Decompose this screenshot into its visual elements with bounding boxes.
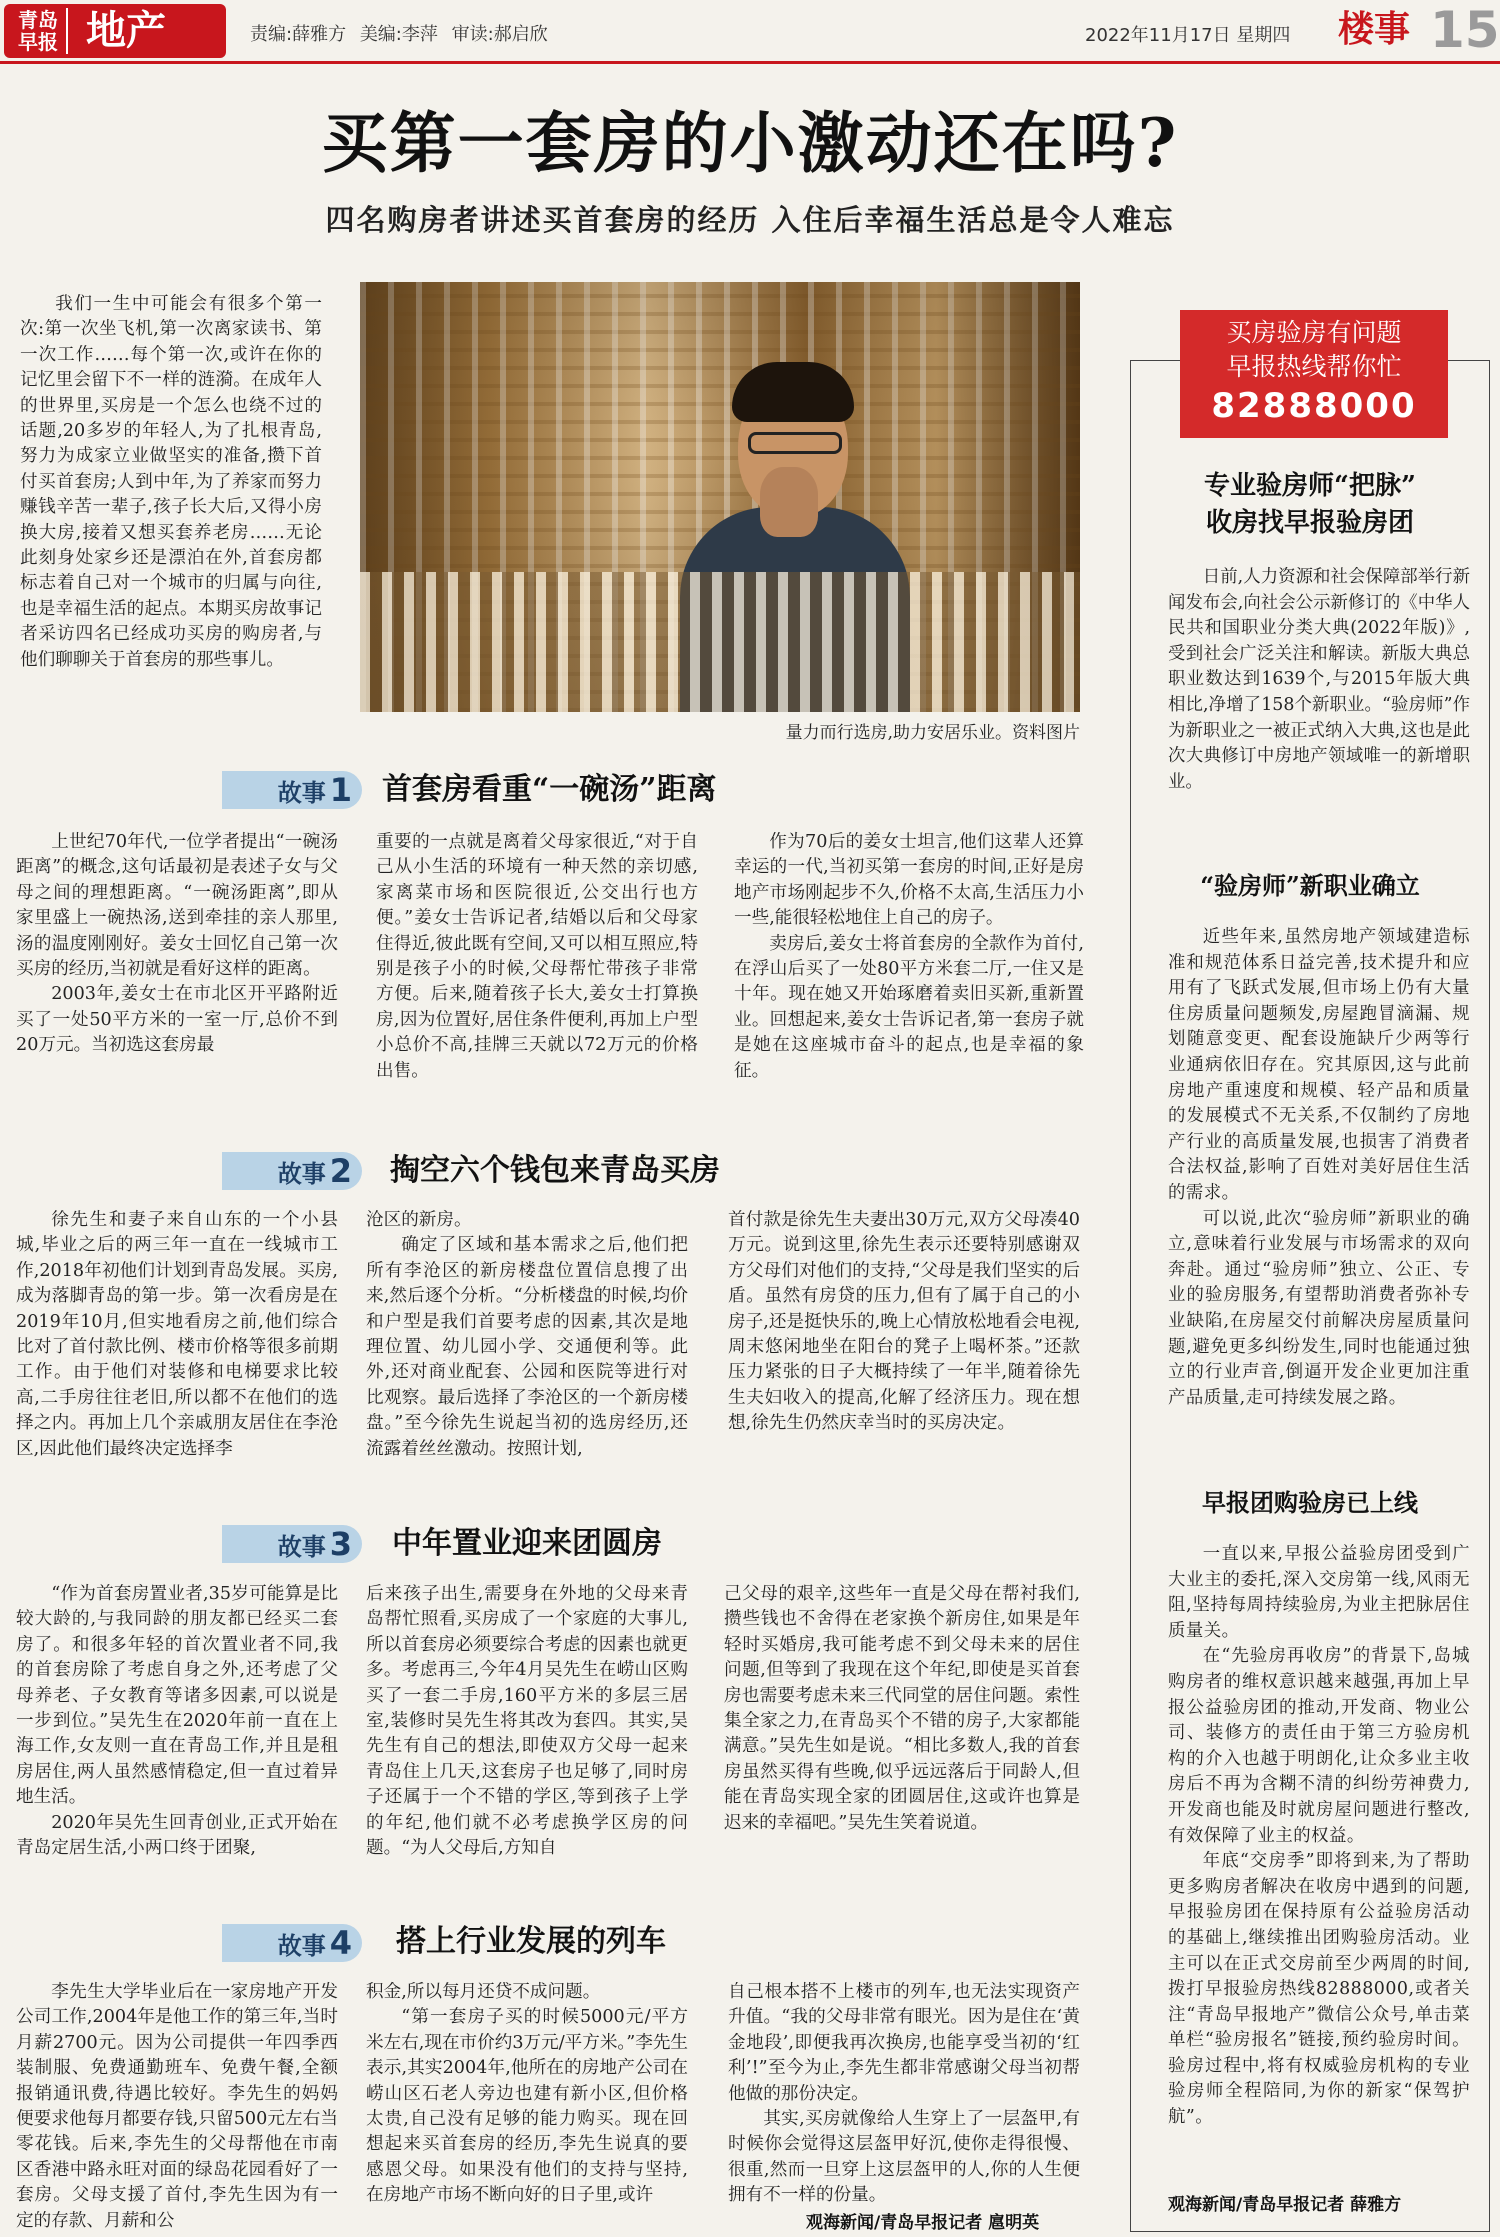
story-4-col-1 xyxy=(16,1980,338,2234)
newspaper-logo xyxy=(4,4,226,58)
sidebar-title-2: 收房找早报验房团 xyxy=(1205,508,1414,538)
story-label: 故事 xyxy=(277,1160,326,1188)
hotline-line-1: 买房验房有问题 xyxy=(1226,318,1402,347)
story-number: 4 xyxy=(329,1924,352,1962)
story-label: 故事 xyxy=(277,779,326,807)
paragraph: 2003年,姜女士在市北区开平路附近买了一处50平方米的一室一厅,总价不到20万元。当初选这套房最 xyxy=(16,984,338,1056)
paragraph: 年底“交房季”即将到来,为了帮助更多购房者解决在收房中遇到的问题,早报验房团在保持原有公益验房活动的基础上,继续推出团购验房活动。业主可以在正式交房前至少两周的时间,拨打早报验房热线82888000,或者关注“青岛早报地产”微信公众号,单击菜单栏“验房报名”链接,预约验房时间。验房过程中,将有权威验房机构的专业验房师全程陪同,为你的新家“保驾护航”。 xyxy=(1168,1851,1470,2128)
paragraph: 李先生大学毕业后在一家房地产开发公司工作,2004年是他工作的第三年,当时月薪2700元。因为公司提供一年四季西装制服、免费通勤班车、免费午餐,全额报销通讯费,待遇比较好。李先生的妈妈便要求他每月都要存钱,只留500元左右当零花钱。后来,李先生的父母帮他在市南区香港中路永旺对面的绿岛花园看好了一套房。父母支援了首付,李先生因为有一定的存款、月薪和公 xyxy=(16,1982,338,2231)
paragraph: 后来孩子出生,需要身在外地的父母来青岛帮忙照看,买房成了一个家庭的大事儿,所以首套房必须要综合考虑的因素也就更多。考虑再三,今年4月吴先生在崂山区购买了一套二手房,160平方米的多层三居室,装修时吴先生将其改为套四。其实,吴先生有自己的想法,即使双方父母一起来青岛住上几天,这套房子也足够了,同时房子还属于一个不错的学区,等到孩子上学的年纪,他们就不必考虑换学区房的问题。“为人父母后,方知自 xyxy=(366,1584,688,1859)
story-tag-4 xyxy=(222,1924,362,1962)
paragraph: 上世纪70年代,一位学者提出“一碗汤距离”的概念,这句话最初是表述子女与父母之间的理想距离。“一碗汤距离”,即从家里盛上一碗热汤,送到牵挂的亲人那里,汤的温度刚刚好。姜女士回忆自己第一次买房的经历,当初就是看好这样的距离。 xyxy=(16,832,338,980)
story-title-1: 首套房看重“一碗汤”距离 xyxy=(382,772,717,807)
photo-building-model xyxy=(360,572,1080,712)
sidebar-subhead-1: “验房师”新职业确立 xyxy=(1200,871,1420,900)
logo-line-2: 早报 xyxy=(18,30,58,54)
sidebar-para-1 xyxy=(1168,565,1470,795)
issue-date: 2022年11月17日 星期四 xyxy=(1085,25,1291,46)
page-number: 15 xyxy=(1430,1,1500,59)
photo-person-hand xyxy=(760,467,818,537)
story-title-3: 中年置业迎来团圆房 xyxy=(392,1526,662,1561)
hotline-banner xyxy=(1180,310,1448,438)
paragraph: 近些年来,虽然房地产领域建造标准和规范体系日益完善,技术提升和应用有了飞跃式发展,但市场上仍有大量住房质量问题频发,房屋跑冒滴漏、规划随意变更、配套设施缺斤少两等行业通病依旧存在。究其原因,这与此前房地产重速度和规模、轻产品和质量的发展模式不无关系,不仅制约了房地产行业的高质量发展,也损害了消费者合法权益,影响了百姓对美好居住生活的需求。 xyxy=(1168,927,1470,1203)
story-2-col-1 xyxy=(16,1208,338,1462)
sidebar-subhead-2: 早报团购验房已上线 xyxy=(1202,1488,1418,1517)
sidebar-title-1: 专业验房师“把脉” xyxy=(1204,471,1416,501)
column-name: 楼事 xyxy=(1338,8,1411,50)
story-2-col-3 xyxy=(728,1208,1080,1437)
story-tag-3 xyxy=(222,1525,362,1563)
sidebar-para-3 xyxy=(1168,1542,1470,2131)
paragraph: 确定了区域和基本需求之后,他们把所有李沧区的新房楼盘位置信息搜了出来,然后逐个分析。“分析楼盘的时候,均价和户型是我们首要考虑的因素,其次是地理位置、幼儿园小学、交通便利等。此外,还对商业配套、公园和医院等进行对比观察。最后选择了李沧区的一个新房楼盘。”至今徐先生说起当初的选房经历,还流露着丝丝激动。按照计划, xyxy=(366,1235,688,1459)
sidebar-para-2 xyxy=(1168,925,1470,1411)
story-tag-1 xyxy=(222,771,362,809)
photo-caption: 量力而行选房,助力安居乐业。资料图片 xyxy=(785,723,1080,743)
sub-headline: 四名购房者讲述买首套房的经历 入住后幸福生活总是令人难忘 xyxy=(325,203,1175,237)
paragraph: 一直以来,早报公益验房团受到广大业主的委托,深入交房第一线,风雨无阻,坚持每周持续验房,为业主把脉居住质量关。 xyxy=(1168,1544,1470,1641)
proof-credit: 审读:郝启欣 xyxy=(451,24,548,45)
story-3-col-1 xyxy=(16,1582,338,1861)
story-4-col-2 xyxy=(366,1980,688,2209)
paragraph: 在“先验房再收房”的背景下,岛城购房者的维权意识越来越强,再加上早报公益验房团的推动,开发商、物业公司、装修方的责任由于第三方验房机构的介入也越于明朗化,让众多业主收房后不再为含糊不清的纠纷劳神费力,开发商也能及时就房屋问题进行整改,有效保障了业主的权益。 xyxy=(1168,1646,1470,1846)
paragraph: 2020年吴先生回青创业,正式开始在青岛定居生活,小两口终于团聚, xyxy=(16,1812,338,1859)
logo-mark xyxy=(10,8,68,54)
page-header xyxy=(0,0,1500,64)
intro-paragraph: 我们一生中可能会有很多个第一次:第一次坐飞机,第一次离家读书、第一次工作……每个第一次,或许在你的记忆里会留下不一样的涟漪。在成年人的世界里,买房是一个怎么也绕不过的话题,20多岁的年轻人,为了扎根青岛,努力为成家立业做坚实的准备,攒下首付买首套房;人到中年,为了养家而努力赚钱辛苦一辈子,孩子长大后,又得小房换大房,接着又想买套养老房……无论此刻身处家乡还是漂泊在外,首套房都标志着自己对一个城市的归属与向往,也是幸福生活的起点。本期买房故事记者采访四名已经成功买房的购房者,与他们聊聊关于首套房的那些事儿。 xyxy=(20,294,322,670)
logo-line-1: 青岛 xyxy=(18,8,58,32)
designer-credit: 美编:李萍 xyxy=(359,24,438,45)
paragraph: 徐先生和妻子来自山东的一个小县城,毕业之后的两三年一直在一线城市工作,2018年初他们计划到青岛发展。买房,成为落脚青岛的第一步。第一次看房是在2019年10月,但实地看房之前,他们综合比对了首付款比例、楼市价格等很多前期工作。由于他们对装修和电梯要求比较高,二手房往往老旧,所以都不在他们的选择之内。再加上几个亲戚朋友居住在李沧区,因此他们最终决定选择李 xyxy=(16,1210,338,1459)
intro-text xyxy=(20,292,322,673)
story-title-4: 搭上行业发展的列车 xyxy=(396,1924,666,1959)
hotline-line-2: 早报热线帮你忙 xyxy=(1226,352,1402,381)
paragraph: 其实,买房就像给人生穿上了一层盔甲,有时候你会觉得这层盔甲好沉,使你走得很慢、很重,然而一旦穿上这层盔甲的人,你的人生便拥有不一样的份量。 xyxy=(728,2109,1080,2206)
story-number: 3 xyxy=(329,1525,352,1563)
photo-person-glasses xyxy=(748,432,842,454)
photo-person-hair xyxy=(732,362,854,422)
hotline-number: 82888000 xyxy=(1211,386,1417,426)
main-headline: 买第一套房的小激动还在吗? xyxy=(321,104,1179,182)
paragraph: 卖房后,姜女士将首套房的全款作为首付,在浮山后买了一处80平方米套二厅,一住又是十年。现在她又开始琢磨着卖旧买新,重新置业。回想起来,姜女士告诉记者,第一套房子就是她在这座城市奋斗的起点,也是幸福的象征。 xyxy=(734,933,1084,1081)
paragraph: “第一套房子买的时候5000元/平方米左右,现在市价约3万元/平方米。”李先生表示,其实2004年,他所在的房地产公司在崂山区石老人旁边也建有新小区,但价格太贵,自己没有足够的能力购买。现在回想起来买首套房的经历,李先生说真的要感恩父母。如果没有他们的支持与坚持,在房地产市场不断向好的日子里,或许 xyxy=(366,2007,689,2206)
paragraph: 日前,人力资源和社会保障部举行新闻发布会,向社会公示新修订的《中华人民共和国职业分类大典(2022年版)》,受到社会广泛关注和解读。新版大典总职业数达到1639个,与2015年版大典相比,净增了158个新职业。“验房师”作为新职业之一被正式纳入大典,这也是此次大典修订中房地产领域唯一的新增职业。 xyxy=(1168,567,1470,792)
paragraph: 己父母的艰辛,这些年一直是父母在帮衬我们,攒些钱也不舍得在老家换个新房住,如果是年轻时买婚房,我可能考虑不到父母未来的居住问题,但等到了我现在这个年纪,即使是买首套房也需要考虑未来三代同堂的居住问题。索性集全家之力,在青岛买个不错的房子,大家都能满意。”吴先生如是说。“相比多数人,我的首套房虽然买得有些晚,似乎远远落后于同龄人,但能在青岛实现全家的团圆居住,这或许也算是迟来的幸福吧。”吴先生笑着说道。 xyxy=(724,1584,1080,1833)
story-3-col-2 xyxy=(366,1582,688,1861)
story-4-col-3 xyxy=(728,1980,1080,2209)
lead-photo xyxy=(360,282,1080,712)
story-1-col-2 xyxy=(376,830,698,1084)
story-tag-2 xyxy=(222,1152,362,1190)
paragraph: 沧区的新房。 xyxy=(366,1210,472,1230)
story-number: 2 xyxy=(329,1152,352,1190)
story-label: 故事 xyxy=(277,1932,326,1960)
section-name: 地产 xyxy=(86,7,166,54)
story-3-col-3 xyxy=(724,1582,1080,1836)
story-byline: 观海新闻/青岛早报记者 扈明英 xyxy=(806,2213,1040,2233)
story-number: 1 xyxy=(329,771,352,809)
paragraph: 自己根本搭不上楼市的列车,也无法实现资产升值。“我的父母非常有眼光。因为是住在‘黄金地段’,即便我再次换房,也能享受当初的‘红利’!”至今为止,李先生都非常感谢父母当初帮他做的那份决定。 xyxy=(728,1982,1080,2104)
paragraph: 重要的一点就是离着父母家很近,“对于自己从小生活的环境有一种天然的亲切感,家离菜市场和医院很近,公交出行也方便。”姜女士告诉记者,结婚以后和父母家住得近,彼此既有空间,又可以相互照应,特别是孩子小的时候,父母帮忙带孩子非常方便。后来,随着孩子长大,姜女士打算换房,因为位置好,居住条件便利,再加上户型小总价不高,挂牌三天就以72万元的价格出售。 xyxy=(376,832,698,1081)
editor-credit: 责编:薛雅方 xyxy=(250,24,347,45)
paragraph: 可以说,此次“验房师”新职业的确立,意味着行业发展与市场需求的双向奔赴。通过“验房师”独立、公正、专业的验房服务,有望帮助消费者弥补专业缺陷,在房屋交付前解决房屋质量问题,避免更多纠纷发生,同时也能通过独立的行业声音,倒逼开发企业更加注重产品质量,走可持续发展之路。 xyxy=(1168,1208,1470,1408)
story-title-2: 掏空六个钱包来青岛买房 xyxy=(390,1153,720,1188)
story-1-col-1 xyxy=(16,830,338,1059)
paragraph: 首付款是徐先生夫妻出30万元,双方父母凑40万元。说到这里,徐先生表示还要特别感谢双方父母们对他们的支持,“父母是我们坚实的后盾。虽然有房贷的压力,但有了属于自己的小房子,还是挺快乐的,晚上心情放松地看会电视,周末悠闲地坐在阳台的凳子上喝杯茶。”还款压力紧张的日子大概持续了一年半,随着徐先生夫妇收入的提高,化解了经济压力。现在想想,徐先生仍然庆幸当时的买房决定。 xyxy=(728,1210,1080,1434)
paragraph: 作为70后的姜女士坦言,他们这辈人还算幸运的一代,当初买第一套房的时间,正好是房地产市场刚起步不久,价格不太高,生活压力小一些,能很轻松地住上自己的房子。 xyxy=(734,832,1084,929)
story-2-col-2 xyxy=(366,1208,688,1462)
editor-credits xyxy=(250,20,556,46)
sidebar-byline: 观海新闻/青岛早报记者 薛雅方 xyxy=(1168,2195,1402,2215)
story-1-col-3 xyxy=(734,830,1084,1084)
paragraph: 积金,所以每月还贷不成问题。 xyxy=(366,1982,601,2002)
paragraph: “作为首套房置业者,35岁可能算是比较大龄的,与我同龄的朋友都已经买二套房了。和很多年轻的首次置业者不同,我的首套房除了考虑自身之外,还考虑了父母养老、子女教育等诸多因素,可以说是一步到位。”吴先生在2020年前一直在上海工作,女友则一直在青岛工作,并且是租房居住,两人虽然感情稳定,但一直过着异地生活。 xyxy=(16,1584,338,1808)
story-label: 故事 xyxy=(277,1533,326,1561)
